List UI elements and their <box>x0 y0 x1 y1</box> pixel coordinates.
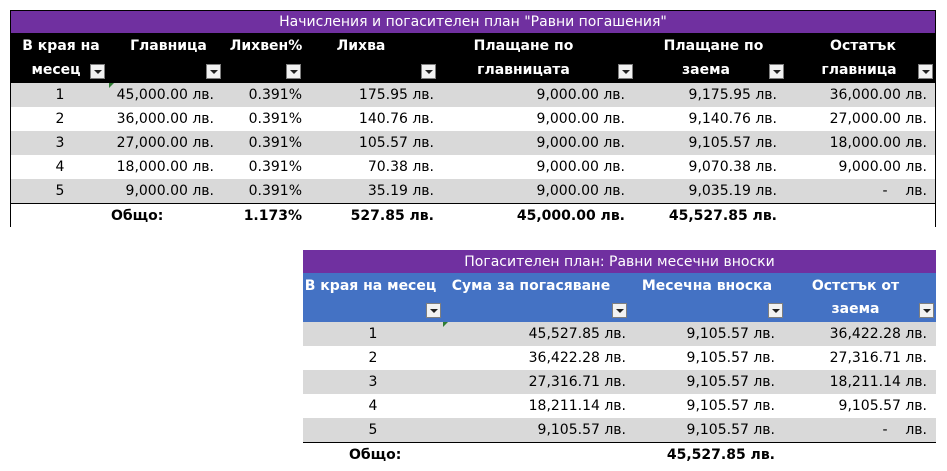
cell-month: 3 <box>368 374 378 390</box>
cell-interest: 140.76 лв. <box>358 111 434 127</box>
table-row <box>303 346 936 370</box>
header-monthly-installment: Месечна вноска <box>629 273 785 322</box>
total-interest: 527.85 лв. <box>350 208 434 224</box>
cell-remaining: 27,316.71 лв. <box>829 350 927 366</box>
cell-installment: 9,105.57 лв. <box>686 398 775 414</box>
total-loan-payment: 45,527.85 лв. <box>668 208 777 224</box>
cell-amount-due: 45,527.85 лв. <box>528 326 626 342</box>
table-row <box>11 131 935 155</box>
header-amount-due: Сума за погасяване <box>443 273 629 322</box>
cell-principal: 9,000.00 лв. <box>125 183 214 199</box>
cell-month: 4 <box>368 398 378 414</box>
cell-month: 4 <box>55 159 65 175</box>
cell-amount-due: 9,105.57 лв. <box>537 422 626 438</box>
cell-principal: 36,000.00 лв. <box>116 111 214 127</box>
cell-rate: 0.391% <box>248 135 302 151</box>
cell-remaining: 36,422.28 лв. <box>829 326 927 342</box>
cell-remaining: - лв. <box>882 183 927 199</box>
cell-month: 1 <box>368 326 378 342</box>
cell-principal: 18,000.00 лв. <box>116 159 214 175</box>
table-title: Начисления и погасителен план "Равни погашения" <box>11 11 935 33</box>
cell-principal-payment: 9,000.00 лв. <box>536 183 625 199</box>
cell-remaining: 36,000.00 лв. <box>829 87 927 103</box>
header-interest: Лихва <box>306 33 441 83</box>
cell-rate: 0.391% <box>248 87 302 103</box>
cell-principal-payment: 9,000.00 лв. <box>536 159 625 175</box>
cell-rate: 0.391% <box>248 111 302 127</box>
cell-loan-payment: 9,070.38 лв. <box>688 159 777 175</box>
cell-principal: 27,000.00 лв. <box>116 135 214 151</box>
table-header <box>11 33 935 83</box>
total-label: Общо: <box>349 447 402 463</box>
cell-month: 2 <box>368 350 378 366</box>
header-month: В края на месец <box>303 273 443 322</box>
cell-month: 5 <box>368 422 378 438</box>
cell-principal: 45,000.00 лв. <box>116 87 214 103</box>
cell-remaining: 18,000.00 лв. <box>829 135 927 151</box>
cell-interest: 175.95 лв. <box>358 87 434 103</box>
header-principal-payment: Плащане по главницата <box>441 33 636 83</box>
cell-interest: 105.57 лв. <box>358 135 434 151</box>
table-row <box>303 322 936 346</box>
cell-principal-payment: 9,000.00 лв. <box>536 111 625 127</box>
total-row <box>303 444 936 466</box>
filter-dropdown-button[interactable] <box>286 64 301 79</box>
cell-amount-due: 27,316.71 лв. <box>528 374 626 390</box>
filter-dropdown-button[interactable] <box>206 64 221 79</box>
total-label: Общо: <box>111 208 164 224</box>
table-row <box>303 418 936 442</box>
cell-installment: 9,105.57 лв. <box>686 350 775 366</box>
table-row <box>11 107 935 131</box>
cell-remaining: 9,000.00 лв. <box>838 159 927 175</box>
header-principal: Главница <box>111 33 226 83</box>
cell-remaining: - лв. <box>882 422 927 438</box>
cell-amount-due: 18,211.14 лв. <box>528 398 626 414</box>
table-row <box>11 155 935 179</box>
total-installment: 45,527.85 лв. <box>666 447 775 463</box>
header-loan-payment: Плащане по заема <box>636 33 791 83</box>
filter-dropdown-button[interactable] <box>612 303 627 318</box>
table-title: Погасителен план: Равни месечни вноски <box>303 250 936 273</box>
cell-loan-payment: 9,140.76 лв. <box>688 111 777 127</box>
equal-installment-schedule-table <box>303 250 936 466</box>
equal-principal-schedule-table <box>10 10 936 227</box>
total-principal-payment: 45,000.00 лв. <box>516 208 625 224</box>
cell-interest: 35.19 лв. <box>367 183 434 199</box>
table-row <box>303 394 936 418</box>
cell-rate: 0.391% <box>248 183 302 199</box>
cell-installment: 9,105.57 лв. <box>686 374 775 390</box>
table-row <box>11 83 935 107</box>
cell-rate: 0.391% <box>248 159 302 175</box>
table-row <box>11 179 935 203</box>
filter-dropdown-button[interactable] <box>426 303 441 318</box>
filter-dropdown-button[interactable] <box>919 303 934 318</box>
filter-dropdown-button[interactable] <box>769 64 784 79</box>
filter-dropdown-button[interactable] <box>90 64 105 79</box>
total-rate: 1.173% <box>243 208 302 224</box>
cell-month: 2 <box>55 111 65 127</box>
header-rate: Лихвен% <box>226 33 306 83</box>
cell-principal-payment: 9,000.00 лв. <box>536 87 625 103</box>
cell-loan-payment: 9,175.95 лв. <box>688 87 777 103</box>
cell-remaining: 27,000.00 лв. <box>829 111 927 127</box>
cell-loan-payment: 9,035.19 лв. <box>688 183 777 199</box>
cell-amount-due: 36,422.28 лв. <box>528 350 626 366</box>
cell-month: 1 <box>55 87 65 103</box>
cell-remaining: 9,105.57 лв. <box>838 398 927 414</box>
filter-dropdown-button[interactable] <box>918 64 933 79</box>
cell-installment: 9,105.57 лв. <box>686 422 775 438</box>
header-remaining-principal: Остатък главница <box>791 33 935 83</box>
cell-loan-payment: 9,105.57 лв. <box>688 135 777 151</box>
total-row <box>11 205 935 227</box>
cell-principal-payment: 9,000.00 лв. <box>536 135 625 151</box>
cell-remaining: 18,211.14 лв. <box>829 374 927 390</box>
cell-month: 3 <box>55 135 65 151</box>
table-header <box>303 273 936 322</box>
cell-installment: 9,105.57 лв. <box>686 326 775 342</box>
header-remaining-loan: Остстък от заема <box>785 273 936 322</box>
cell-interest: 70.38 лв. <box>367 159 434 175</box>
table-row <box>303 370 936 394</box>
header-month: В края на месец <box>11 33 111 83</box>
cell-month: 5 <box>55 183 65 199</box>
